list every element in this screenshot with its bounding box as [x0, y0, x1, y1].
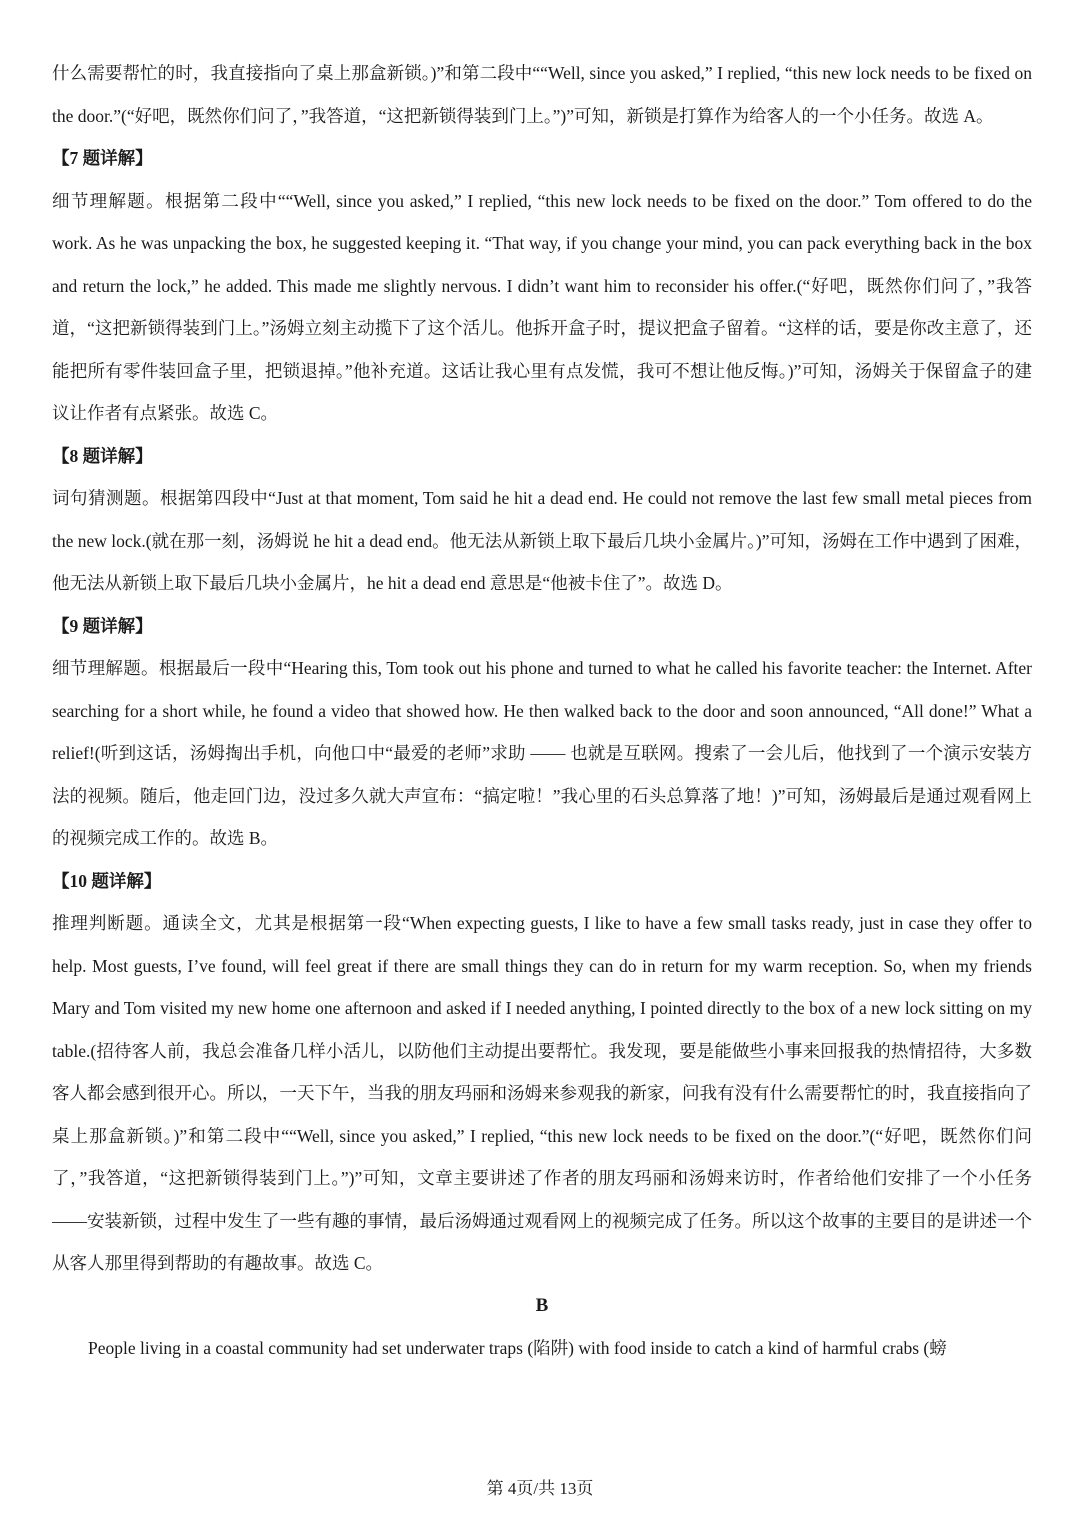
section-b-title: B [535, 1294, 549, 1316]
question-7-explanation: 细节理解题。根据第二段中““Well, since you asked,” I replied, “this new lock needs to be fixed on the door.” Tom offered to do the work. As he was unpacking the box, he suggested keeping it. “That way, if you change your mind, you can pack everything back in the box and return the lock,” he added. This made me slightly nervous. I didn’t want him to reconsider his offer.(“好吧，既然你们问了，”我答道，“这把新锁得装到门上。”汤姆立刻主动揽下了这个活儿。他拆开盒子时，提议把盒子留着。“这样的话，要是你改主意了，还能把所有零件装回盒子里，把锁退掉。”他补充道。这话让我心里有点发慌，我可不想让他反悔。)”可知，汤姆关于保留盒子的建议让作者有点紧张。故选 C。 [52, 190, 1037, 423]
question-9-explanation: 细节理解题。根据最后一段中“Hearing this, Tom took out his phone and turned to what he called his favorite teacher: the Internet. After searching for a short while, he found a video that showed how. He then walked back to the door and soon announced, “All done!” What a relief!(听到这话，汤姆掏出手机，向他口中“最爱的老师”求助 —— 也就是互联网。搜索了一会儿后，他找到了一个演示安装方法的视频。随后，他走回门边，没过多久就大声宣布：“搞定啦！”我心里的石头总算落了地！)”可知，汤姆最后是通过观看网上的视频完成工作的。故选 B。 [52, 658, 1037, 848]
question-8-explanation: 词句猜测题。根据第四段中“Just at that moment, Tom said he hit a dead end. He could not remove the last few small metal pieces from the new lock.(就在那一刻，汤姆说 he hit a dead end。他无法从新锁上取下最后几块小金属片。)”可知，汤姆在工作中遇到了困难，他无法从新锁上取下最后几块小金属片，he hit a dead end 意思是“他被卡住了”。故选 D。 [52, 488, 1037, 593]
question-8-heading: 【8 题详解】 [52, 445, 153, 466]
question-9-heading: 【9 题详解】 [52, 615, 153, 636]
question-10-heading: 【10 题详解】 [52, 870, 162, 891]
intro-paragraph: 什么需要帮忙的时，我直接指向了桌上那盒新锁。)”和第二段中““Well, since you asked,” I replied, “this new lock needs to be fixed on the door.”(“好吧，既然你们问了，”我答道，“这把新锁得装到门上。”)”可知，新锁是打算作为给客人的一个小任务。故选 A。 [52, 63, 1037, 126]
page-number-footer: 第 4页/共 13页 [486, 1479, 594, 1498]
document-page [52, 52, 1037, 1369]
question-7-heading: 【7 题详解】 [52, 148, 153, 168]
passage-b-first-line: People living in a coastal community had set underwater traps (陷阱) with food inside to catch a kind of harmful crabs (螃 [88, 1337, 947, 1358]
question-10-explanation: 推理判断题。通读全文，尤其是根据第一段“When expecting guests, I like to have a few small tasks ready, just in case they offer to help. Most guests, I’ve found, will feel great if there are small things they can do in return for my warm reception. So, when my friends Mary and Tom visited my new home one afternoon and asked if I needed anything, I pointed directly to the box of a new lock sitting on my table.(招待客人前，我总会准备几样小活儿，以防他们主动提出要帮忙。我发现，要是能做些小事来回报我的热情招待，大多数客人都会感到很开心。所以，一天下午，当我的朋友玛丽和汤姆来参观我的新家，问我有没有什么需要帮忙的时，我直接指向了桌上那盒新锁。)”和第二段中““Well, since you asked,” I replied, “this new lock needs to be fixed on the door.”(“好吧，既然你们问了，”我答道，“这把新锁得装到门上。”)”可知，文章主要讲述了作者的朋友玛丽和汤姆来访时，作者给他们安排了一个小任务——安装新锁，过程中发生了一些有趣的事情，最后汤姆通过观看网上的视频完成了任务。所以这个故事的主要目的是讲述一个从客人那里得到帮助的有趣故事。故选 C。 [52, 913, 1037, 1273]
